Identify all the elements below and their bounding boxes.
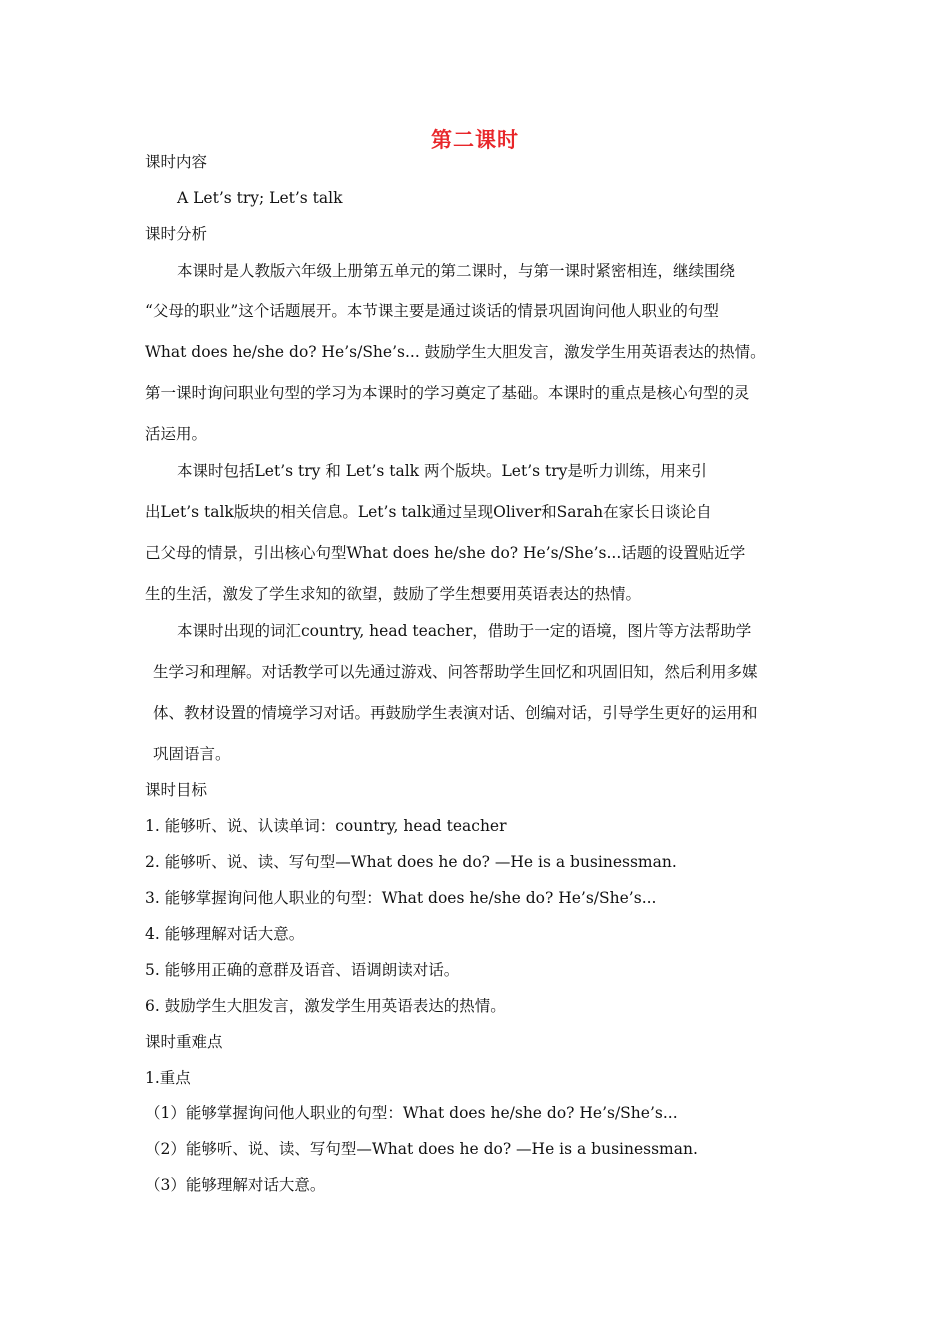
- paragraph-line: 己父母的情景，引出核心句型What does he/she do? He’s/She’s...话题的设置贴近学: [145, 544, 746, 562]
- key-subheading: 1.重点: [145, 1069, 191, 1087]
- section-heading-content: 课时内容: [145, 153, 208, 171]
- section-heading-analysis: 课时分析: [145, 225, 208, 243]
- key-point-item: （3）能够理解对话大意。: [145, 1176, 326, 1194]
- section-heading-key: 课时重难点: [145, 1033, 223, 1051]
- goal-item: 5. 能够用正确的意群及语音、语调朗读对话。: [145, 961, 460, 979]
- goal-item: 2. 能够听、说、读、写句型—What does he do? —He is a businessman.: [145, 853, 677, 871]
- paragraph-line: 本课时出现的词汇country, head teacher，借助于一定的语境，图片等方法帮助学: [177, 622, 752, 640]
- key-point-item: （1）能够掌握询问他人职业的句型：What does he/she do? He’s/She’s...: [145, 1104, 678, 1122]
- goal-item: 6. 鼓励学生大胆发言，激发学生用英语表达的热情。: [145, 997, 506, 1015]
- paragraph-line: 体、教材设置的情境学习对话。再鼓励学生表演对话、创编对话，引导学生更好的运用和: [153, 704, 758, 722]
- paragraph-line: 活运用。: [145, 425, 208, 443]
- paragraph-line: 生的生活，激发了学生求知的欲望，鼓励了学生想要用英语表达的热情。: [145, 585, 642, 603]
- paragraph-line: 第一课时询问职业句型的学习为本课时的学习奠定了基础。本课时的重点是核心句型的灵: [145, 384, 750, 402]
- goal-item: 1. 能够听、说、认读单词：country, head teacher: [145, 817, 507, 835]
- goal-item: 4. 能够理解对话大意。: [145, 925, 305, 943]
- goal-item: 3. 能够掌握询问他人职业的句型：What does he/she do? He’s/She’s...: [145, 889, 657, 907]
- key-point-item: （2）能够听、说、读、写句型—What does he do? —He is a businessman.: [145, 1140, 698, 1158]
- paragraph-line: What does he/she do? He’s/She’s... 鼓励学生大胆发言，激发学生用英语表达的热情。: [145, 343, 766, 361]
- paragraph-line: 本课时是人教版六年级上册第五单元的第二课时，与第一课时紧密相连，继续围绕: [177, 262, 736, 280]
- content-text: A Let’s try; Let’s talk: [177, 189, 343, 207]
- paragraph-line: 出Let’s talk版块的相关信息。Let’s talk通过呈现Oliver和Sarah在家长日谈论自: [145, 503, 712, 521]
- paragraph-line: 生学习和理解。对话教学可以先通过游戏、问答帮助学生回忆和巩固旧知，然后利用多媒: [153, 663, 758, 681]
- paragraph-line: 本课时包括Let’s try 和 Let’s talk 两个版块。Let’s try是听力训练，用来引: [177, 462, 707, 480]
- section-heading-goals: 课时目标: [145, 781, 208, 799]
- page-title: 第二课时: [431, 128, 519, 152]
- paragraph-line: 巩固语言。: [153, 745, 231, 763]
- paragraph-line: “父母的职业”这个话题展开。本节课主要是通过谈话的情景巩固询问他人职业的句型: [145, 302, 719, 320]
